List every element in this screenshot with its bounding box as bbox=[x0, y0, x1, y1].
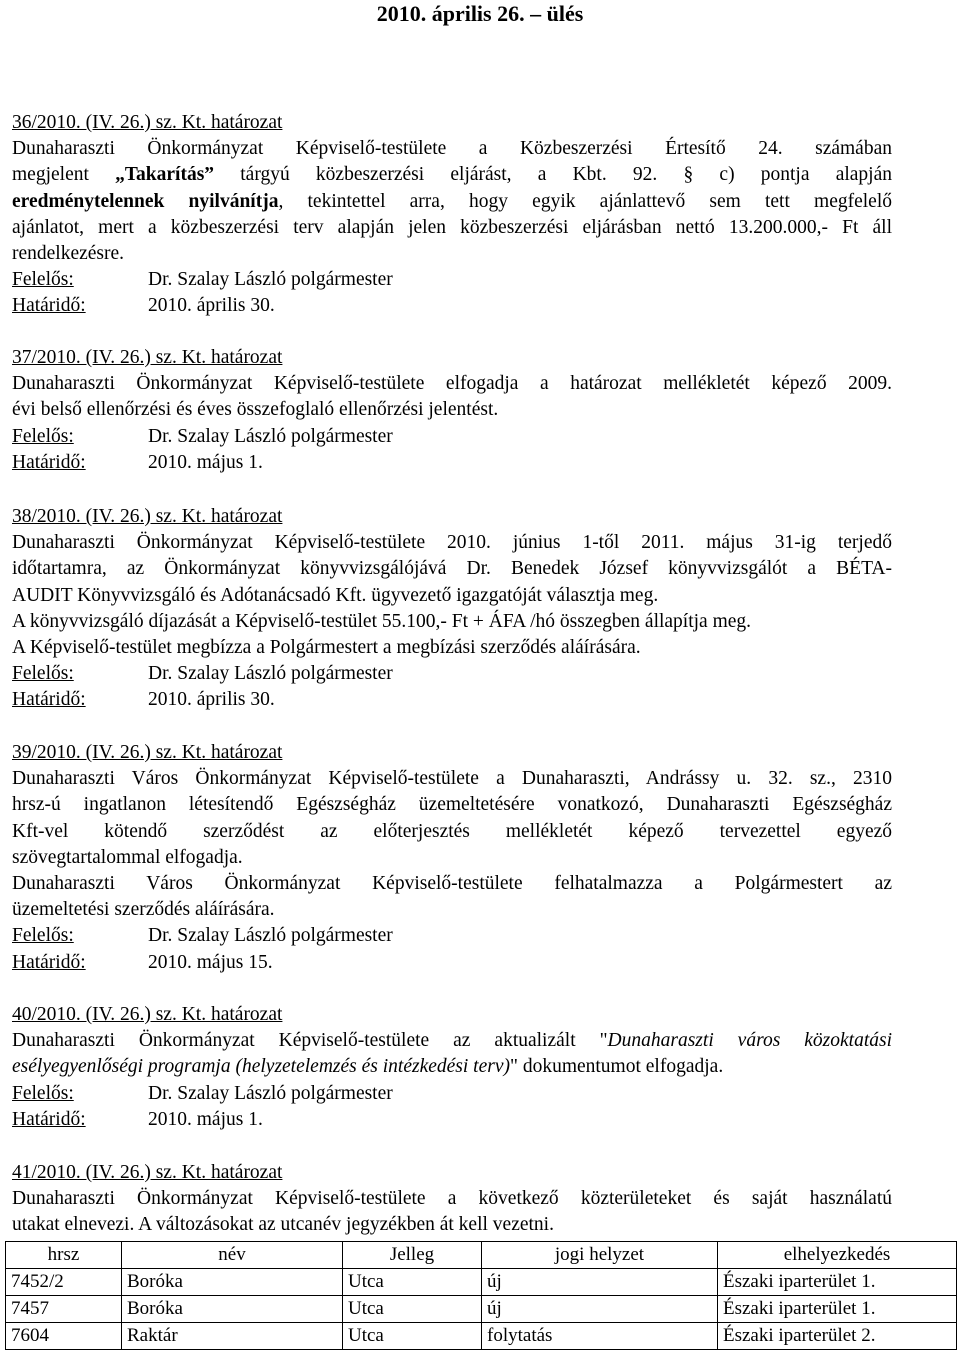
responsible-label: Felelős: bbox=[12, 269, 74, 291]
resolution-text-line: Dunaharaszti Város Önkormányzat Képviselő-testülete felhatalmazza a Polgármestert az bbox=[12, 872, 892, 894]
deadline-row bbox=[12, 450, 892, 476]
table-cell: folytatás bbox=[482, 1323, 718, 1350]
resolution-heading: 37/2010. (IV. 26.) sz. Kt. határozat bbox=[12, 347, 283, 368]
table-cell: 7452/2 bbox=[6, 1269, 122, 1296]
resolution-text-line: Dunaharaszti Város Önkormányzat Képviselő-testülete a Dunaharaszti, Andrássy u. 32. sz., 2310 bbox=[12, 768, 892, 790]
responsible-label: Felelős: bbox=[12, 663, 74, 685]
deadline-value: 2010. április 30. bbox=[148, 689, 275, 711]
responsible-row bbox=[12, 923, 892, 949]
resolution-text-line: eredménytelennek nyilvánítja, tekintettel arra, hogy egyik ajánlattevő sem tett megfelelő bbox=[12, 190, 892, 212]
column-header-nev: név bbox=[122, 1242, 343, 1269]
responsible-value: Dr. Szalay László polgármester bbox=[148, 1082, 393, 1104]
table-cell: Boróka bbox=[122, 1269, 343, 1296]
column-header-hrsz: hrsz bbox=[6, 1242, 122, 1269]
table-cell: 7457 bbox=[6, 1296, 122, 1323]
responsible-label: Felelős: bbox=[12, 425, 74, 447]
resolution-text-line: AUDIT Könyvvizsgáló és Adótanácsadó Kft. ügyvezető igazgatóját választja meg. bbox=[12, 584, 659, 606]
table-cell: Északi iparterület 1. bbox=[718, 1296, 957, 1323]
resolution-text-line: üzemeltetési szerződés aláírására. bbox=[12, 899, 275, 921]
deadline-value: 2010. május 1. bbox=[148, 1108, 263, 1130]
resolution-text-line: A könyvvizsgáló díjazását a Képviselő-testület 55.100,- Ft + ÁFA /hó összegben állapítja meg. bbox=[12, 610, 752, 632]
table-cell: Utca bbox=[343, 1323, 482, 1350]
deadline-label: Határidő: bbox=[12, 295, 86, 317]
deadline-row bbox=[12, 1107, 892, 1133]
responsible-value: Dr. Szalay László polgármester bbox=[148, 425, 393, 447]
responsible-row bbox=[12, 267, 892, 293]
table-cell: 7604 bbox=[6, 1323, 122, 1350]
resolution-heading: 40/2010. (IV. 26.) sz. Kt. határozat bbox=[12, 1004, 283, 1025]
table-cell: Északi iparterület 1. bbox=[718, 1269, 957, 1296]
resolution-36 bbox=[12, 110, 892, 320]
deadline-label: Határidő: bbox=[12, 451, 86, 473]
table-cell: új bbox=[482, 1269, 718, 1296]
table-cell: Raktár bbox=[122, 1323, 343, 1350]
responsible-row bbox=[12, 661, 892, 687]
table-row bbox=[6, 1323, 957, 1350]
resolution-text-line: időtartamra, az Önkormányzat könyvvizsgálójává Dr. Benedek József könyvvizsgálót a BÉTA- bbox=[12, 558, 892, 580]
table-cell: Boróka bbox=[122, 1296, 343, 1323]
resolution-text-line: utakat elnevezi. A változásokat az utcanév jegyzékben át kell vezetni. bbox=[12, 1214, 554, 1236]
resolution-text-line: Dunaharaszti Önkormányzat Képviselő-testülete a Közbeszerzési Értesítő 24. számában bbox=[12, 138, 892, 160]
responsible-label: Felelős: bbox=[12, 1082, 74, 1104]
deadline-label: Határidő: bbox=[12, 689, 86, 711]
resolution-41 bbox=[12, 1160, 892, 1239]
resolution-heading: 39/2010. (IV. 26.) sz. Kt. határozat bbox=[12, 742, 283, 763]
table-cell: Utca bbox=[343, 1269, 482, 1296]
column-header-elhelyezkedes: elhelyezkedés bbox=[718, 1242, 957, 1269]
deadline-label: Határidő: bbox=[12, 1108, 86, 1130]
resolution-text-line: Dunaharaszti Önkormányzat Képviselő-testülete az aktualizált "Dunaharaszti város közoktatási bbox=[12, 1030, 892, 1052]
responsible-row bbox=[12, 1081, 892, 1107]
table-row bbox=[6, 1269, 957, 1296]
resolution-40 bbox=[12, 1002, 892, 1133]
table-cell: Északi iparterület 2. bbox=[718, 1323, 957, 1350]
resolution-37 bbox=[12, 345, 892, 476]
resolution-text-line: Kft-vel kötendő szerződést az előterjesztés mellékletét képező tervezettel egyező bbox=[12, 820, 892, 842]
table-cell: új bbox=[482, 1296, 718, 1323]
street-names-table bbox=[5, 1241, 957, 1350]
responsible-row bbox=[12, 424, 892, 450]
resolution-heading: 41/2010. (IV. 26.) sz. Kt. határozat bbox=[12, 1162, 283, 1183]
resolution-39 bbox=[12, 740, 892, 976]
resolution-text-line: megjelent „Takarítás” tárgyú közbeszerzési eljárást, a Kbt. 92. § c) pontja alapján bbox=[12, 164, 892, 186]
deadline-label: Határidő: bbox=[12, 951, 86, 973]
deadline-row bbox=[12, 293, 892, 319]
responsible-value: Dr. Szalay László polgármester bbox=[148, 269, 393, 291]
page-title: 2010. április 26. – ülés bbox=[376, 1, 584, 26]
deadline-value: 2010. április 30. bbox=[148, 295, 275, 317]
resolution-text-line: Dunaharaszti Önkormányzat Képviselő-testülete elfogadja a határozat mellékletét képező 2009. bbox=[12, 373, 892, 395]
resolution-text-line: hrsz-ú ingatlanon létesítendő Egészségház üzemeltetésére vonatkozó, Dunaharaszti Egészségház bbox=[12, 794, 892, 816]
responsible-value: Dr. Szalay László polgármester bbox=[148, 663, 393, 685]
resolution-text-line: A Képviselő-testület megbízza a Polgármestert a megbízási szerződés aláírására. bbox=[12, 636, 641, 658]
resolution-heading: 38/2010. (IV. 26.) sz. Kt. határozat bbox=[12, 506, 283, 527]
table-cell: Utca bbox=[343, 1296, 482, 1323]
resolution-heading: 36/2010. (IV. 26.) sz. Kt. határozat bbox=[12, 112, 283, 133]
deadline-value: 2010. május 15. bbox=[148, 951, 273, 973]
resolution-text-line: évi belső ellenőrzési és éves összefoglaló ellenőrzési jelentést. bbox=[12, 399, 499, 421]
resolution-text-line: szövegtartalommal elfogadja. bbox=[12, 846, 243, 868]
resolution-text-line: Dunaharaszti Önkormányzat Képviselő-testülete a következő közterületeket és saját használatú bbox=[12, 1188, 892, 1210]
column-header-jelleg: Jelleg bbox=[343, 1242, 482, 1269]
resolution-text-line: esélyegyenlőségi programja (helyzetelemzés és intézkedési terv)" dokumentumot elfogadja. bbox=[12, 1056, 724, 1078]
responsible-label: Felelős: bbox=[12, 925, 74, 947]
responsible-value: Dr. Szalay László polgármester bbox=[148, 925, 393, 947]
deadline-value: 2010. május 1. bbox=[148, 451, 263, 473]
resolution-text-line: ajánlatot, mert a közbeszerzési terv alapján jelen közbeszerzési eljárásban nettó 13.200.000,- Ft áll bbox=[12, 216, 892, 238]
resolution-text-line: rendelkezésre. bbox=[12, 242, 125, 264]
table-header-row bbox=[6, 1242, 957, 1269]
resolution-38 bbox=[12, 504, 892, 714]
resolution-text-line: Dunaharaszti Önkormányzat Képviselő-testülete 2010. június 1-től 2011. május 31-ig terjedő bbox=[12, 532, 892, 554]
deadline-row bbox=[12, 950, 892, 976]
deadline-row bbox=[12, 687, 892, 713]
column-header-jogi-helyzet: jogi helyzet bbox=[482, 1242, 718, 1269]
table-row bbox=[6, 1296, 957, 1323]
